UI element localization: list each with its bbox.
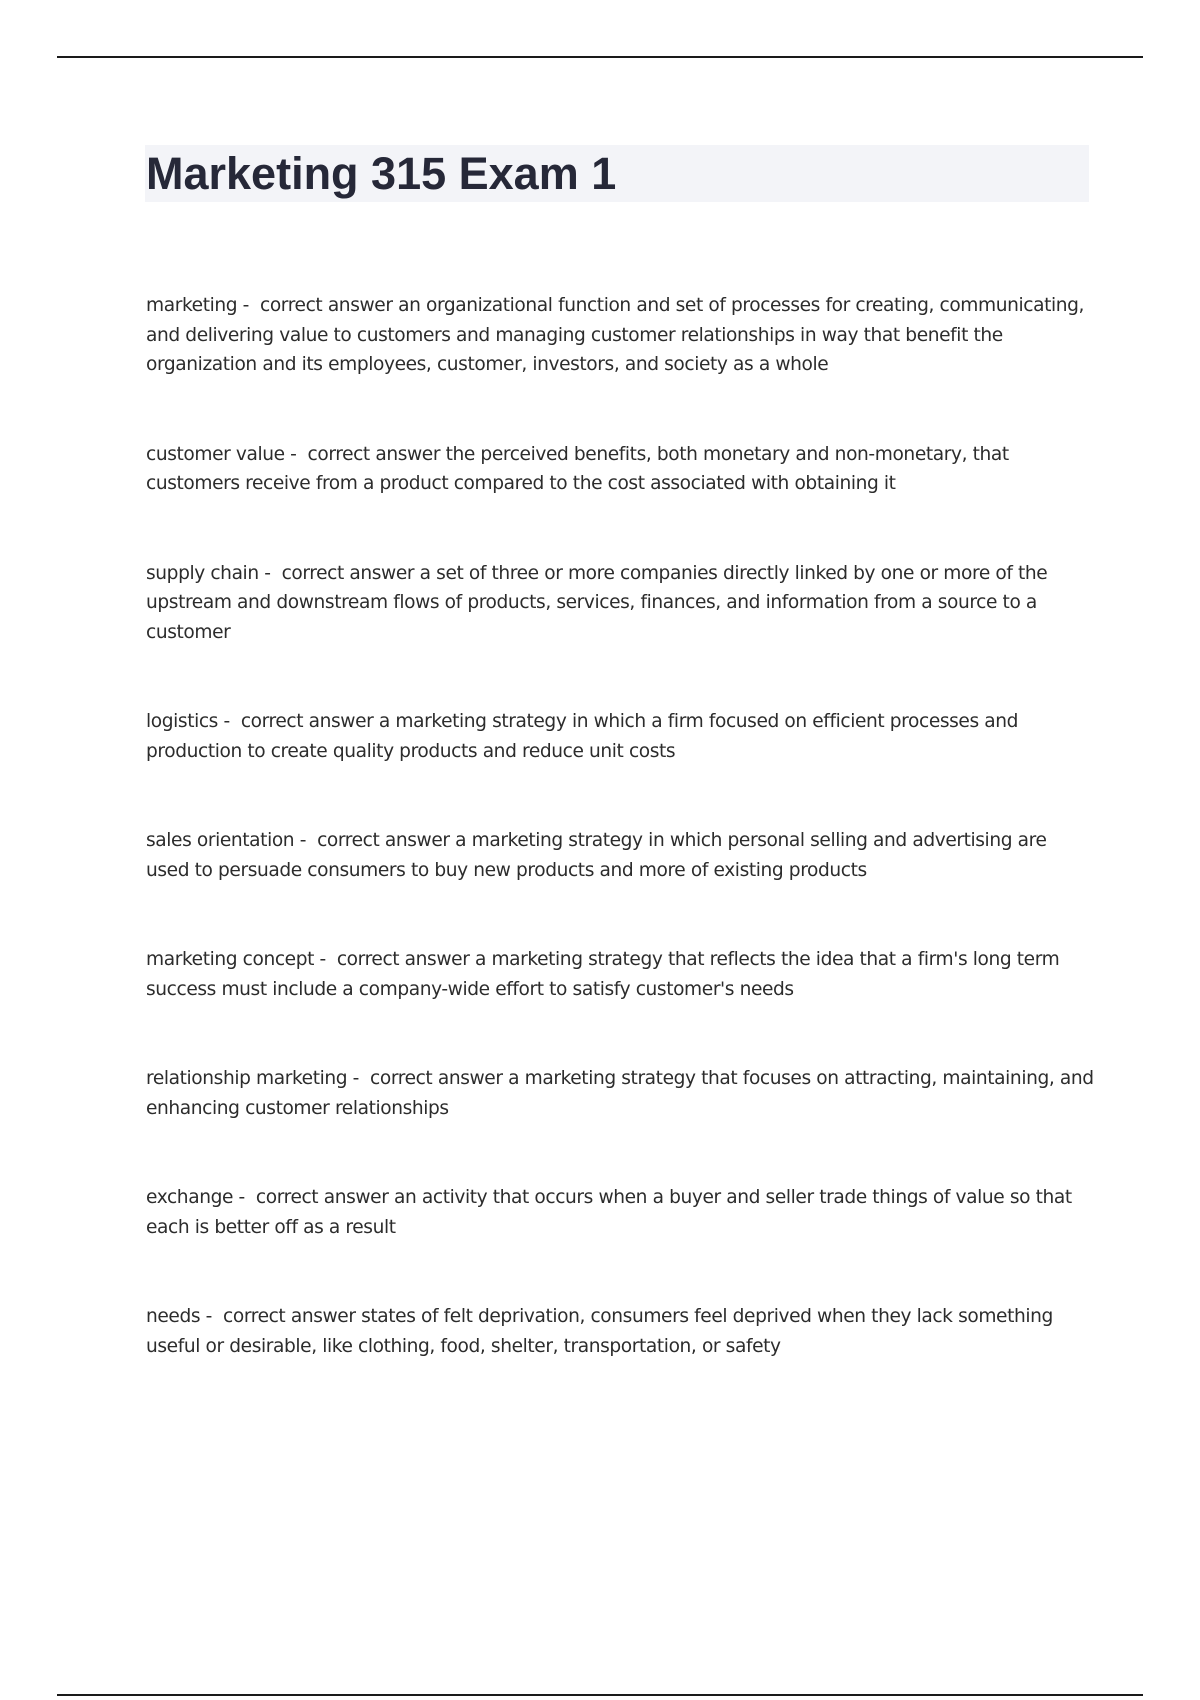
answer-label: correct answer [223,1306,356,1327]
entry-customer-value [146,440,1094,499]
entry-term: logistics [146,711,218,732]
entry-separator: - [314,949,332,970]
entry-definition: a marketing strategy that reflects the idea that a firm's long term success must include a company-wide effort to satisfy customer's needs [146,949,1060,1000]
entry-term: customer value [146,443,285,465]
answer-label: correct answer [336,949,470,970]
entry-definition: a set of three or more companies directly linked by one or more of the upstream and downstream flows of products, services, finances, and information from a source to a customer [146,562,1048,643]
entry-separator: - [233,1187,251,1208]
entry-separator: - [258,562,277,584]
entry-marketing-concept [146,945,1094,1004]
entry-separator: - [200,1306,218,1327]
entry-logistics [146,707,1094,766]
entry-term: supply chain [146,562,259,584]
entry-separator: - [347,1068,365,1089]
answer-label: correct answer [240,711,374,732]
answer-label: correct answer [317,830,450,851]
entry-definition: states of felt deprivation, consumers feel deprived when they lack something useful or desirable, like clothing, food, shelter, transportation, or safety [146,1306,1053,1357]
entry-exchange [146,1183,1094,1242]
bottom-rule [57,1694,1143,1696]
entry-needs [146,1302,1094,1361]
entry-definition: a marketing strategy in which personal selling and advertising are used to persuade consumers to buy new products and more of existing products [146,830,1047,881]
entry-term: marketing concept [146,949,314,970]
entry-list [146,291,1094,1421]
entry-term: needs [146,1306,201,1327]
page-title: Marketing 315 Exam 1 [146,148,617,199]
entry-definition: a marketing strategy that focuses on attracting, maintaining, and enhancing customer relationships [146,1068,1094,1119]
entry-term: sales orientation [146,830,295,851]
answer-label: correct answer [281,562,415,584]
answer-label: correct answer [255,1187,389,1208]
entry-sales-orientation [146,826,1094,885]
entry-definition: a marketing strategy in which a firm focused on efficient processes and production to create quality products and reduce unit costs [146,711,1019,762]
entry-separator: - [284,443,302,465]
entry-term: relationship marketing [146,1068,348,1089]
entry-separator: - [217,711,236,732]
entry-term: exchange [146,1187,234,1208]
entry-relationship-marketing [146,1064,1094,1123]
entry-separator: - [237,295,255,316]
answer-label: correct answer [370,1068,503,1089]
entry-definition: the perceived benefits, both monetary and non-monetary, that customers receive from a product compared to the cost associated with obtaining it [146,443,1009,494]
entry-definition: an organizational function and set of processes for creating, communicating, and delivering value to customers and managing customer relationships in way that benefit the organization and its employees, customer, investors, and society as a whole [146,295,1085,375]
answer-label: correct answer [260,295,393,316]
entry-separator: - [294,830,312,851]
answer-label: correct answer [307,443,441,465]
entry-term: marketing [146,295,238,316]
entry-supply-chain [146,559,1094,648]
entry-marketing [146,291,1094,380]
entry-definition: an activity that occurs when a buyer and seller trade things of value so that each is better off as a result [146,1187,1072,1238]
top-rule [57,56,1143,58]
